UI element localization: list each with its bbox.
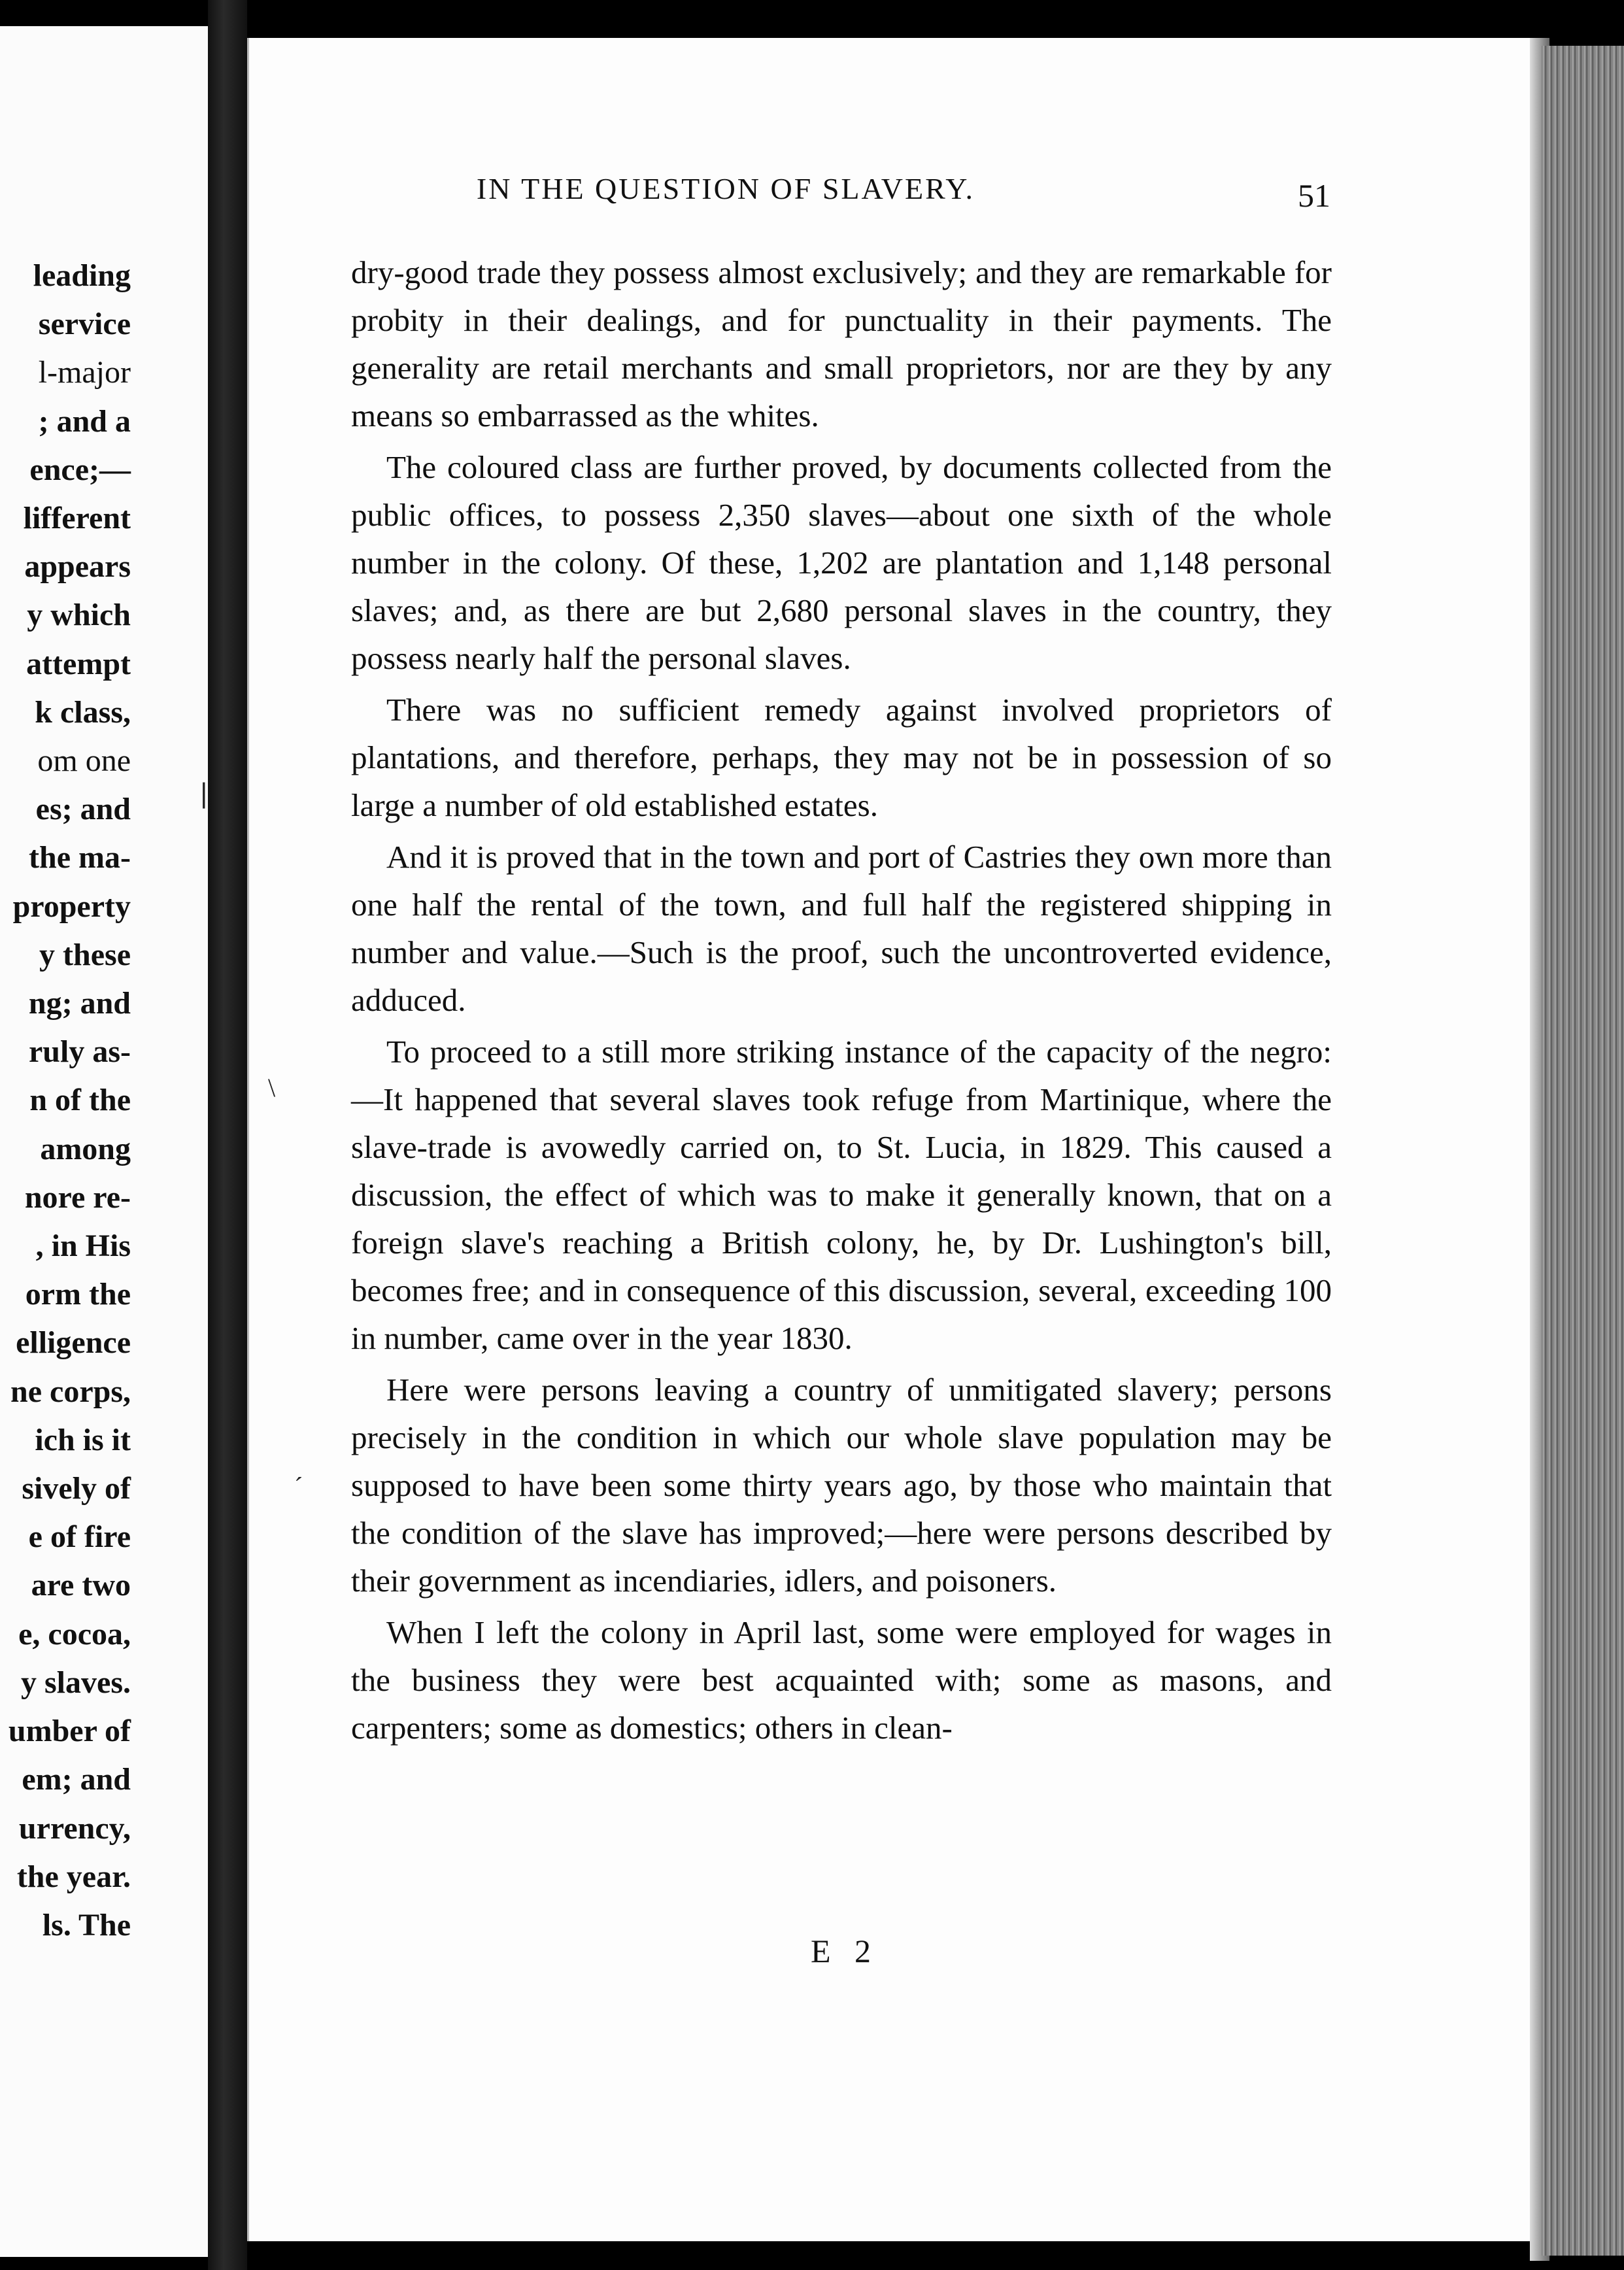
left-page-fragment: , in His [35,1228,131,1264]
paragraph-1: dry-good trade they possess almost exclusively; and they are remarkable for probity in their dealings, and for punctuality in their payments. The generality are retail merchants and small proprietors, nor are they by any means so embarrassed as the whites. [351,254,1332,433]
margin-mark: ˊ [294,1472,303,1501]
left-page-fragment: y which [27,598,131,633]
left-page [0,26,210,2257]
left-page-fragment: the ma- [29,840,131,875]
left-page-fragment: e, cocoa, [18,1616,131,1652]
left-page-fragment: elligence [16,1325,131,1361]
left-page-fragment: ; and a [38,403,131,439]
left-page-fragment: ruly as- [29,1034,131,1070]
left-page-fragment: y these [39,937,131,972]
left-page-fragment: lifferent [23,501,131,536]
paragraph-6: Here were persons leaving a country of unmitigated slavery; persons precisely in the condition in which our whole slave population may be supposed to have been some thirty years ago, by those who maintain that the condition of the slave has improved;—here were persons described by their government as incendiaries, idlers, and poisoners. [351,1372,1332,1599]
left-page-fragment: urrency, [18,1810,131,1846]
left-page-fragment: are two [31,1568,131,1603]
paragraph-7: When I left the colony in April last, some were employed for wages in the business they were best acquainted with; some as masons, and carpenters; some as domestics; others in clean- [351,1614,1332,1746]
left-page-fragment: y slaves. [21,1665,131,1700]
left-page-text-fragments [0,252,131,1950]
left-page-fragment: em; and [22,1762,131,1797]
left-page-fragment: ence;— [29,452,131,487]
left-page-fragment: among [40,1131,131,1166]
left-page-fragment: attempt [26,646,131,681]
signature-mark: E 2 [811,1933,879,1969]
left-page-fragment: ng; and [28,986,131,1021]
left-page-fragment: n of the [29,1083,131,1118]
left-page-fragment: ich is it [35,1422,131,1457]
page-stack-edge [1542,46,1624,2256]
left-page-fragment: appears [24,549,131,584]
paragraph-3: There was no sufficient remedy against involved proprietors of plantations, and therefore, perhaps, they may not be in possession of so large a number of old established estates. [351,692,1332,823]
left-page-fragment: ne corps, [10,1374,131,1409]
left-page-fragment: umber of [8,1714,131,1749]
left-page-fragment: nore re- [24,1179,131,1215]
paragraph-2: The coloured class are further proved, by documents collected from the public offices, to possess 2,350 slaves—about one sixth of the whole number in the colony. Of these, 1,202 are plantation and 1,148 personal slaves; and, as there are but 2,680 personal slaves in the country, they possess nearly half the personal slaves. [351,449,1332,676]
left-page-fragment: leading [33,258,131,293]
left-page-fragment: the year. [16,1859,131,1894]
body-text [351,248,1332,1755]
running-head: IN THE QUESTION OF SLAVERY. [476,172,975,205]
left-page-fragment: property [12,889,131,924]
left-page-fragment: ls. The [42,1907,131,1942]
left-page-fragment: om one [37,743,131,779]
left-page-fragment: l-major [38,355,131,390]
left-page-fragment: e of fire [28,1519,131,1555]
left-page-fragment: service [38,307,131,342]
margin-mark: \ [268,1073,276,1102]
book-gutter [208,0,247,2270]
left-page-fragment: k class, [35,694,131,730]
left-page-fragment: sively of [22,1471,131,1506]
paragraph-4: And it is proved that in the town and port of Castries they own more than one half the rental of the town, and full half the registered shipping in number and value.—Such is the proof, such the uncontroverted evidence, adduced. [351,839,1332,1018]
margin-mark: ❘ [193,779,215,808]
left-page-fragment: orm the [25,1277,131,1312]
page-number: 51 [1298,177,1330,214]
paragraph-5: To proceed to a still more striking instance of the capacity of the negro:—It happened that several slaves took refuge from Martinique, where the slave-trade is avowedly carried on, to St. Lucia, in 1829. This caused a discussion, the effect of which was to make it generally known, that on a foreign slave's reaching a British colony, he, by Dr. Lushington's bill, becomes free; and in consequence of this discussion, several, exceeding 100 in number, came over in the year 1830. [351,1034,1332,1356]
left-page-fragment: es; and [35,792,131,827]
